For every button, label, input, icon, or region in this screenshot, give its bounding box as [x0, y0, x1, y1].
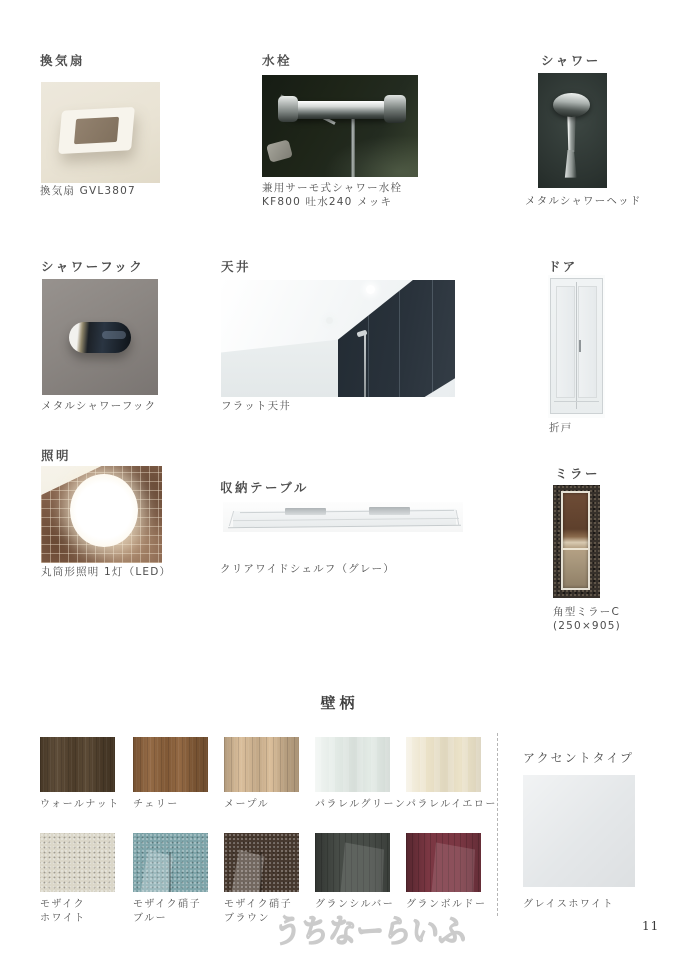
- swatch-gran-silver: [315, 833, 403, 912]
- door-photo: [548, 275, 605, 418]
- caption-shower-hook: メタルシャワーフック: [41, 400, 157, 412]
- caption-ceiling: フラット天井: [221, 400, 291, 412]
- section-title-shower-hook: シャワーフック: [41, 259, 145, 274]
- swatch-cherry: [133, 737, 221, 812]
- shower-head-photo: [538, 73, 607, 188]
- section-title-door: ドア: [548, 259, 578, 274]
- swatch-parallel-yellow: [406, 737, 497, 812]
- swatch-gran-bordeaux-color: [406, 833, 481, 892]
- swatch-cherry-color: [133, 737, 208, 792]
- fan-grille: [73, 117, 119, 145]
- swatch-walnut-color: [40, 737, 115, 792]
- watermark-text: うちなーらいふ: [272, 912, 469, 950]
- swatch-label: パラレルグリーン: [315, 799, 407, 810]
- swatch-label: ウォールナット: [40, 799, 120, 810]
- swatch-walnut: [40, 737, 128, 812]
- swatch-mosaic-white-color: [40, 833, 115, 892]
- section-title-lighting: 照明: [41, 448, 72, 463]
- caption-mirror: 角型ミラーC (250×905): [553, 606, 621, 632]
- caption-door: 折戸: [549, 422, 573, 434]
- swatch-mosaic-glass-brown-color: [224, 833, 299, 892]
- ventilation-fan-photo: [41, 82, 160, 183]
- section-title-ventilation-fan: 換気扇: [40, 53, 86, 68]
- section-title-ceiling: 天井: [221, 259, 252, 274]
- dashed-divider: [497, 733, 498, 916]
- shower-hook-photo: [42, 279, 158, 395]
- swatch-label: パラレルイエロー: [406, 799, 497, 810]
- accent-type-section: [523, 749, 643, 910]
- swatch-parallel-green-color: [315, 737, 390, 792]
- swatch-label: モザイク ホワイト: [40, 899, 86, 924]
- caption-faucet: 兼用サーモ式シャワー水栓 KF800 吐水240 メッキ: [262, 182, 403, 208]
- swatch-gran-silver-color: [315, 833, 390, 892]
- swatch-label: メープル: [224, 799, 270, 810]
- lighting-photo: [41, 466, 162, 563]
- caption-storage-table: クリアワイドシェルフ（グレー）: [220, 563, 395, 575]
- swatch-parallel-green: [315, 737, 407, 812]
- swatch-maple: [224, 737, 312, 812]
- swatch-label: グランボルドー: [406, 899, 487, 910]
- swatch-mosaic-glass-blue: [133, 833, 221, 926]
- swatch-label: モザイク硝子 ブルー: [133, 899, 202, 924]
- swatch-label: グランシルバー: [315, 899, 395, 910]
- faucet-photo: [262, 75, 418, 177]
- section-title-mirror: ミラー: [555, 466, 601, 481]
- wall-patterns-heading: 壁柄: [320, 694, 359, 712]
- storage-table-photo: [223, 502, 463, 532]
- page-number: 11: [642, 919, 660, 933]
- swatch-label: グレイスホワイト: [523, 899, 615, 910]
- swatch-gran-bordeaux: [406, 833, 494, 912]
- ceiling-photo: [221, 280, 455, 397]
- caption-ventilation-fan: 換気扇 GVL3807: [40, 185, 136, 197]
- swatch-mosaic-glass-blue-color: [133, 833, 208, 892]
- section-title-faucet: 水栓: [262, 53, 293, 68]
- swatch-mosaic-white: [40, 833, 128, 926]
- accent-type-heading: アクセントタイプ: [523, 751, 635, 765]
- section-title-storage-table: 収納テーブル: [220, 480, 309, 495]
- fan-frame: [58, 107, 134, 154]
- mirror-photo: [553, 485, 600, 598]
- caption-shower: メタルシャワーヘッド: [525, 195, 642, 207]
- section-title-shower: シャワー: [541, 53, 601, 68]
- caption-lighting: 丸筒形照明 1灯（LED）: [41, 566, 172, 578]
- swatch-maple-color: [224, 737, 299, 792]
- swatch-label: チェリー: [133, 799, 179, 810]
- swatch-label: モザイク硝子 ブラウン: [224, 899, 293, 924]
- swatch-grace-white-color: [523, 775, 635, 887]
- swatch-parallel-yellow-color: [406, 737, 481, 792]
